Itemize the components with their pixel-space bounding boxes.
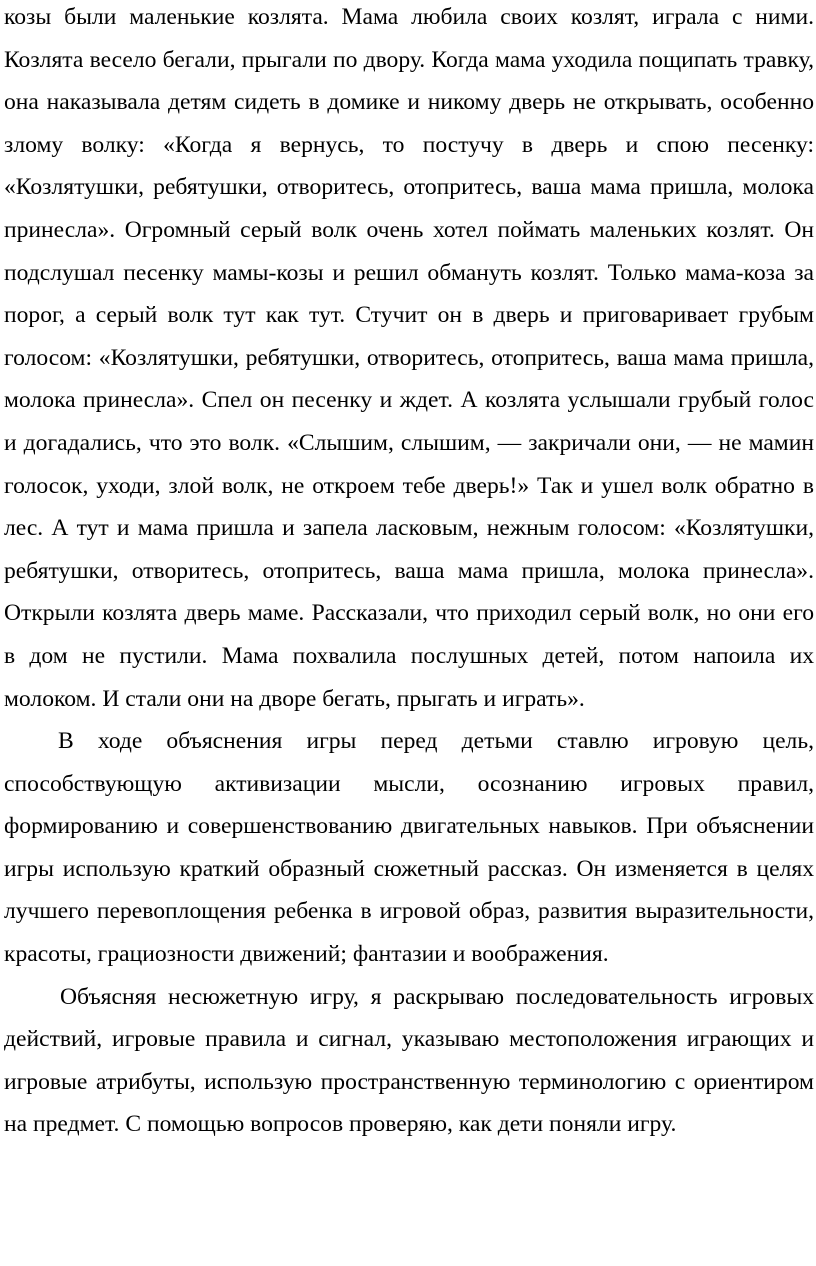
non-plot-game-paragraph: Объясняя несюжетную игру, я раскрываю последовательность игровых действий, игровые правила и сигнал, указываю местоположения играющих и игровые атрибуты, использую пространственную терминологию с ориентиром на предмет. С помощью вопросов проверяю, как дети поняли игру. xyxy=(4,983,814,1138)
story-paragraph: козы были маленькие козлята. Мама любила своих козлят, играла с ними. Козлята весело бегали, прыгали по двору. Когда мама уходила пощипать травку, она наказывала детям сидеть в домике и никому дверь не открывать, особенно злому волку: «Когда я вернусь, то постучу в дверь и спою песенку: «Козлятушки, ребятушки, отворитесь, отопритесь, ваша мама пришла, молока принесла». Огромный серый волк очень хотел поймать маленьких козлят. Он подслушал песенку мамы-козы и решил обмануть козлят. Только мама-коза за порог, а серый волк тут как тут. Стучит он в дверь и приговаривает грубым голосом: «Козлятушки, ребятушки, отворитесь, отопритесь, ваша мама пришла, молока принесла». Спел он песенку и ждет. А козлята услышали грубый голос и догадались, что это волк. «Слышим, слышим, — закричали они, — не мамин голосок, уходи, злой волк, не откроем тебе дверь!» Так и ушел волк обратно в лес. А тут и мама пришла и запела ласковым, нежным голосом: «Козлятушки, ребятушки, отворитесь, отопритесь, ваша мама пришла, молока принесла». Открыли козлята дверь маме. Рассказали, что приходил серый волк, но они его в дом не пустили. Мама похвалила послушных детей, потом напоила их молоком. И стали они на дворе бегать, прыгать и играть». xyxy=(4,4,814,712)
document-page xyxy=(4,0,814,1146)
game-explanation-paragraph: В ходе объяснения игры перед детьми ставлю игровую цель, способствующую активизации мысли, осознанию игровых правил, формированию и совершенствованию двигательных навыков. При объяснении игры использую краткий образный сюжетный рассказ. Он изменяется в целях лучшего перевоплощения ребенка в игровой образ, развития выразительности, красоты, грациозности движений; фантазии и воображения. xyxy=(4,728,814,968)
